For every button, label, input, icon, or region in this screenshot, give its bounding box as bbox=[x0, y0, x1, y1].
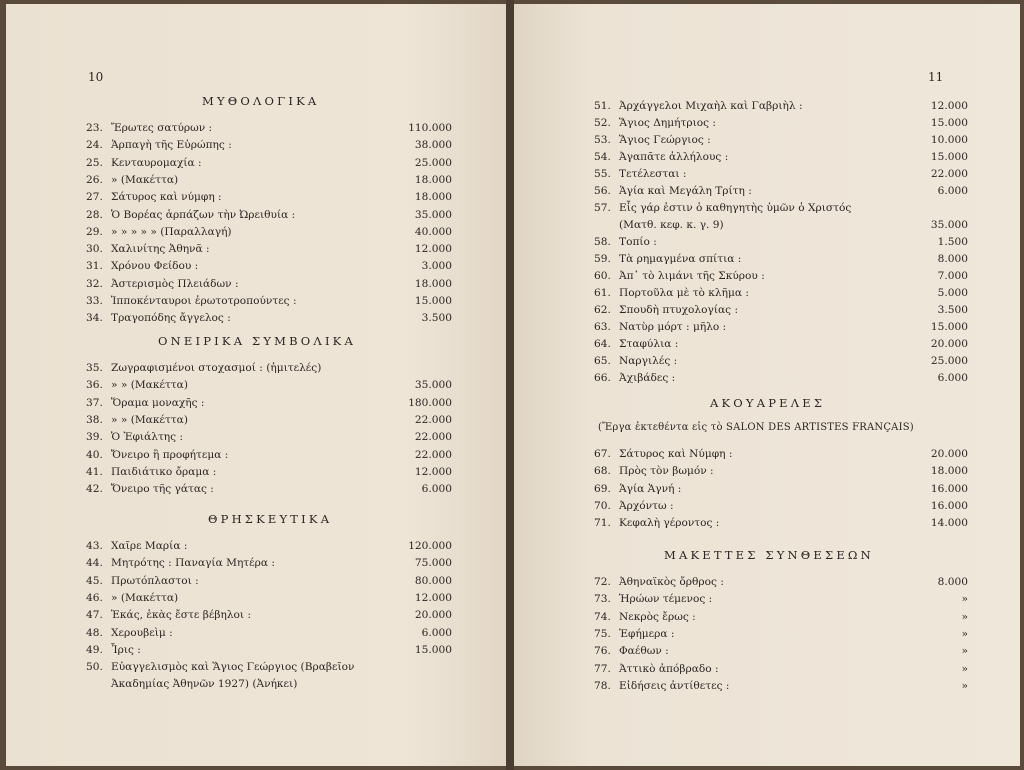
section-heading: ΘΡΗΣΚΕΥΤΙΚΑ bbox=[208, 512, 333, 526]
entry-title: Ὅραμα μοναχῆς : bbox=[111, 396, 205, 409]
entry-num: 51. bbox=[594, 100, 611, 112]
entry-num: 38. bbox=[86, 413, 103, 426]
entry-title: Ἶρις : bbox=[111, 643, 141, 656]
entry-title: Κεφαλὴ γέροντος : bbox=[619, 517, 720, 530]
entry-num: 32. bbox=[86, 277, 103, 290]
entry-title: Εὐαγγελισμὸς καὶ Ἅγιος Γεώργιος (Βραβεῖον Ἀκαδημίας Ἀθηνῶν 1927) (Ἀνήκει) bbox=[111, 661, 355, 691]
entry-title: Εἷς γάρ ἐστιν ὁ καθηγητὴς ὑμῶν ὁ Χριστός (Ματθ. κεφ. κ. γ. 9) bbox=[619, 202, 852, 231]
entry-num: 67. bbox=[594, 448, 611, 460]
entry-price: 20.000 bbox=[930, 448, 968, 460]
entry-num: 47. bbox=[86, 609, 103, 622]
entry-num: 71. bbox=[594, 517, 611, 530]
entry-price: 6.000 bbox=[937, 372, 968, 384]
entry-title: Τὰ ρημαγμένα σπίτια : bbox=[619, 253, 742, 265]
entry-num: 44. bbox=[86, 557, 103, 570]
entry-title: Σάτυρος καὶ Νύμφη : bbox=[619, 448, 733, 460]
entry-num: 27. bbox=[86, 191, 103, 204]
entry-price: 8.000 bbox=[937, 253, 968, 265]
entry-price: 35.000 bbox=[930, 219, 968, 231]
entry-price: 18.000 bbox=[930, 465, 968, 478]
entry-title: Τετέλεσται : bbox=[619, 168, 687, 180]
entry-title: » » (Μακέττα) bbox=[111, 413, 188, 426]
entry-title: Χερουβεὶμ : bbox=[111, 626, 173, 639]
entry-num: 64. bbox=[594, 338, 611, 350]
section-heading: ΟΝΕΙΡΙΚΑ ΣΥΜΒΟΛΙΚΑ bbox=[158, 334, 356, 348]
entry-title: Φαέθων : bbox=[619, 645, 669, 658]
entry-price: 18.000 bbox=[414, 277, 452, 290]
entry-title: Τραγοπόδης ἄγγελος : bbox=[111, 312, 231, 325]
entry-title: Ἱπποκένταυροι ἐρωτοτροπούντες : bbox=[111, 295, 297, 307]
entry-title: Ἡρώων τέμενος : bbox=[619, 593, 713, 606]
entry-price: » bbox=[961, 679, 968, 692]
section-heading: ΜΥΘΟΛΟΓΙΚΑ bbox=[202, 94, 320, 108]
entry-num: 58. bbox=[594, 236, 611, 248]
entry-num: 68. bbox=[594, 465, 611, 478]
entry-title: Ὁ Ἐφιάλτης : bbox=[111, 431, 184, 444]
entry-num: 24. bbox=[86, 139, 103, 152]
entry-price: 3.000 bbox=[421, 260, 452, 273]
entry-title: Κενταυρομαχία : bbox=[111, 156, 202, 169]
entry-price: 15.000 bbox=[414, 295, 452, 307]
entry-title: Ἅγιος Γεώργιος : bbox=[619, 134, 711, 146]
entry-price: » bbox=[961, 662, 968, 675]
entry-price: 35.000 bbox=[414, 208, 452, 221]
entry-title: Πρωτόπλαστοι : bbox=[111, 574, 199, 587]
entry-title: Ἀπ᾿ τὸ λιμάνι τῆς Σκύρου : bbox=[619, 270, 765, 282]
entry-num: 40. bbox=[86, 448, 103, 461]
entry-num: 72. bbox=[594, 576, 611, 588]
entry-title: Ἁγία Ἁγνή : bbox=[619, 482, 682, 495]
entry-price: 6.000 bbox=[421, 483, 452, 496]
entry-title: Σάτυρος καὶ νύμφη : bbox=[111, 191, 222, 204]
entry-price: 16.000 bbox=[930, 482, 968, 495]
entry-title: Ἀρχόντω : bbox=[619, 499, 674, 512]
entry-price: 20.000 bbox=[930, 338, 968, 350]
entry-price: 80.000 bbox=[414, 574, 452, 587]
entry-price: 22.000 bbox=[414, 413, 452, 426]
entry-num: 76. bbox=[594, 645, 611, 658]
right-page bbox=[514, 4, 1020, 766]
entry-price: 6.000 bbox=[421, 626, 452, 639]
entry-price: 18.000 bbox=[414, 173, 452, 186]
entry-price: 120.000 bbox=[408, 540, 452, 552]
entry-num: 39. bbox=[86, 431, 103, 444]
entry-num: 43. bbox=[86, 540, 103, 552]
entry-price: 12.000 bbox=[414, 591, 452, 604]
entry-num: 55. bbox=[594, 168, 611, 180]
entry-title: Σταφύλια : bbox=[619, 338, 679, 350]
entry-price: 25.000 bbox=[414, 156, 452, 169]
entry-num: 60. bbox=[594, 270, 611, 282]
entry-num: 28. bbox=[86, 208, 103, 221]
entry-price: 1.500 bbox=[937, 236, 968, 248]
entry-title: Ἁρπαγὴ τῆς Εὐρώπης : bbox=[111, 139, 232, 152]
entry-price: 35.000 bbox=[414, 379, 452, 392]
entry-num: 69. bbox=[594, 482, 611, 495]
entry-num: 49. bbox=[86, 643, 103, 656]
section-heading: ΑΚΟΥΑΡΕΛΕΣ bbox=[710, 396, 826, 410]
entry-num: 63. bbox=[594, 321, 611, 333]
entry-num: 78. bbox=[594, 679, 611, 692]
entry-title: Χαλινίτης Ἀθηνᾶ : bbox=[111, 243, 210, 256]
entry-price: 22.000 bbox=[414, 448, 452, 461]
entry-num: 52. bbox=[594, 117, 611, 129]
entry-price: 18.000 bbox=[414, 191, 452, 204]
entry-num: 30. bbox=[86, 243, 103, 256]
entry-price: 110.000 bbox=[408, 122, 452, 134]
entry-price: 12.000 bbox=[414, 465, 452, 478]
entry-num: 65. bbox=[594, 355, 611, 367]
entry-title: Ἀστερισμὸς Πλειάδων : bbox=[111, 277, 239, 290]
section-note: (Ἔργα ἐκτεθέντα εἰς τὸ SALON DES ARTISTES FRANÇAIS) bbox=[598, 422, 914, 433]
entry-num: 41. bbox=[86, 465, 103, 478]
entry-title: » (Μακέττα) bbox=[111, 591, 179, 604]
entry-num: 26. bbox=[86, 173, 103, 186]
entry-price: 3.500 bbox=[937, 304, 968, 316]
entry-price: 15.000 bbox=[414, 643, 452, 656]
entry-num: 46. bbox=[86, 591, 103, 604]
entry-title: Τοπίο : bbox=[619, 236, 657, 248]
book-gutter bbox=[506, 0, 514, 770]
entry-price: 12.000 bbox=[930, 100, 968, 112]
entry-price: » bbox=[961, 610, 968, 623]
entry-num: 33. bbox=[86, 295, 103, 307]
entry-title: Νατὺρ μόρτ : μῆλο : bbox=[619, 321, 727, 333]
entry-price: 22.000 bbox=[930, 168, 968, 180]
entry-price: 8.000 bbox=[937, 576, 968, 588]
entry-num: 61. bbox=[594, 287, 611, 299]
entry-title: Εἰδήσεις ἀντίθετες : bbox=[619, 679, 730, 692]
entry-title: Ζωγραφισμένοι στοχασμοί : (ἡμιτελές) bbox=[111, 362, 322, 374]
entry-num: 75. bbox=[594, 627, 611, 640]
section-heading: ΜΑΚΕΤΤΕΣ ΣΥΝΘΕΣΕΩΝ bbox=[664, 548, 874, 562]
entry-title: Ἀχιβάδες : bbox=[619, 372, 676, 384]
entry-num: 42. bbox=[86, 483, 103, 496]
entry-title: Πορτοῦλα μὲ τὸ κλῆμα : bbox=[619, 287, 749, 299]
entry-price: 15.000 bbox=[930, 117, 968, 129]
entry-price: 14.000 bbox=[930, 517, 968, 530]
entry-title: Παιδιάτικο ὄραμα : bbox=[111, 465, 217, 478]
entry-price: 6.000 bbox=[937, 185, 968, 197]
entry-title: Σπουδὴ πτυχολογίας : bbox=[619, 304, 739, 316]
entry-num: 45. bbox=[86, 574, 103, 587]
entry-num: 48. bbox=[86, 626, 103, 639]
entry-price: 5.000 bbox=[937, 287, 968, 299]
entry-price: 16.000 bbox=[930, 499, 968, 512]
entry-num: 56. bbox=[594, 185, 611, 197]
entry-num: 31. bbox=[86, 260, 103, 273]
entry-title: Ἔρωτες σατύρων : bbox=[111, 122, 213, 134]
entry-price: 180.000 bbox=[408, 396, 452, 409]
entry-price: 10.000 bbox=[930, 134, 968, 146]
entry-num: 23. bbox=[86, 122, 103, 134]
entry-num: 74. bbox=[594, 610, 611, 623]
entry-title: Ἀττικὸ ἀπόβραδο : bbox=[619, 662, 719, 675]
page-number: 11 bbox=[928, 70, 944, 84]
entry-price: » bbox=[961, 627, 968, 640]
entry-price: 15.000 bbox=[930, 321, 968, 333]
entry-price: 15.000 bbox=[930, 151, 968, 163]
entry-price: » bbox=[961, 593, 968, 606]
entry-num: 73. bbox=[594, 593, 611, 606]
entry-price: » bbox=[961, 645, 968, 658]
entry-title: Νεκρὸς ἔρως : bbox=[619, 610, 696, 623]
left-page bbox=[6, 4, 506, 766]
entry-num: 37. bbox=[86, 396, 103, 409]
entry-title: Ἑκάς, ἑκὰς ἔστε βέβηλοι : bbox=[111, 609, 252, 622]
entry-price: 20.000 bbox=[414, 609, 452, 622]
entry-title: Ἁγία καὶ Μεγάλη Τρίτη : bbox=[619, 185, 752, 197]
entry-price: 22.000 bbox=[414, 431, 452, 444]
entry-num: 54. bbox=[594, 151, 611, 163]
entry-price: 12.000 bbox=[414, 243, 452, 256]
entry-title: Πρὸς τὸν βωμόν : bbox=[619, 465, 714, 478]
entry-num: 59. bbox=[594, 253, 611, 265]
entry-num: 34. bbox=[86, 312, 103, 325]
entry-title: Ναργιλές : bbox=[619, 355, 678, 367]
entry-title: Χρόνου Φείδου : bbox=[111, 260, 199, 273]
entry-num: 57. bbox=[594, 202, 611, 214]
entry-num: 70. bbox=[594, 499, 611, 512]
entry-num: 62. bbox=[594, 304, 611, 316]
entry-num: 35. bbox=[86, 362, 103, 374]
entry-price: 38.000 bbox=[414, 139, 452, 152]
entry-title: Ἀθηναϊκὸς ὄρθρος : bbox=[619, 576, 724, 588]
entry-num: 53. bbox=[594, 134, 611, 146]
entry-num: 29. bbox=[86, 225, 103, 238]
entry-title: » » » » » (Παραλλαγή) bbox=[111, 225, 232, 238]
entry-title: Ἀγαπᾶτε ἀλλήλους : bbox=[619, 151, 729, 163]
entry-num: 77. bbox=[594, 662, 611, 675]
entry-title: Χαῖρε Μαρία : bbox=[111, 540, 188, 552]
entry-title: Ὄνειρο ἢ προφήτεμα : bbox=[111, 448, 229, 461]
entry-title: Ὄνειρο τῆς γάτας : bbox=[111, 483, 214, 496]
entry-num: 25. bbox=[86, 156, 103, 169]
entry-title: Μητρότης : Παναγία Μητέρα : bbox=[111, 557, 275, 570]
entry-title: Ὁ Βορέας ἁρπάζων τὴν Ὠρειθυία : bbox=[111, 208, 296, 221]
entry-price: 40.000 bbox=[414, 225, 452, 238]
entry-title: Ἀρχάγγελοι Μιχαὴλ καὶ Γαβριὴλ : bbox=[619, 100, 803, 112]
entry-title: Ἅγιος Δημήτριος : bbox=[619, 117, 716, 129]
entry-num: 50. bbox=[86, 661, 103, 674]
entry-price: 3.500 bbox=[421, 312, 452, 325]
entry-title: » (Μακέττα) bbox=[111, 173, 179, 186]
entry-price: 25.000 bbox=[930, 355, 968, 367]
entry-num: 36. bbox=[86, 379, 103, 392]
entry-num: 66. bbox=[594, 372, 611, 384]
entry-title: Ἐφήμερα : bbox=[619, 627, 675, 640]
entry-title: » » (Μακέττα) bbox=[111, 379, 188, 392]
entry-price: 75.000 bbox=[414, 557, 452, 570]
page-number: 10 bbox=[88, 70, 104, 84]
entry-price: 7.000 bbox=[937, 270, 968, 282]
